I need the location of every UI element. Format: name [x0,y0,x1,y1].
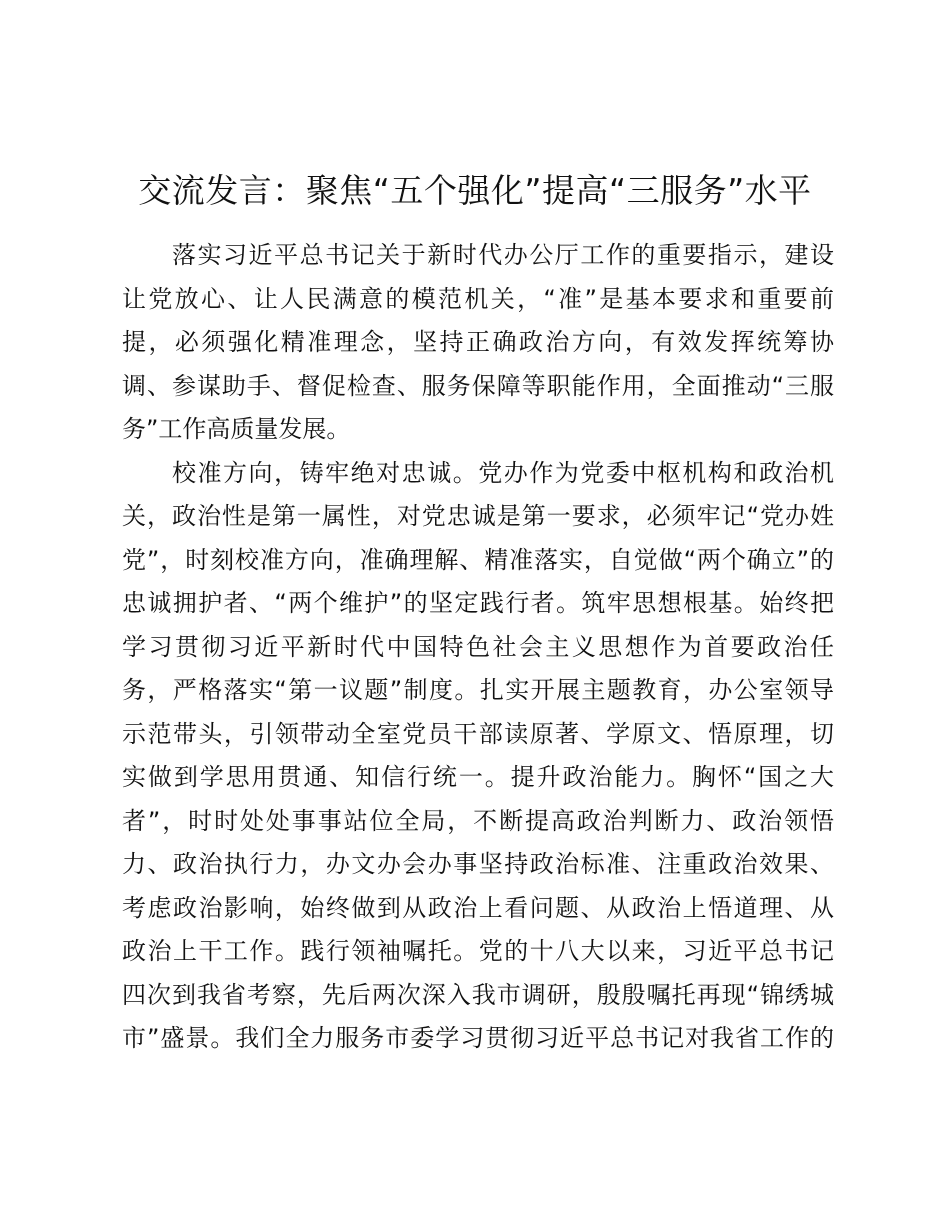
paragraph-2-line: 示范带头，引领带动全室党员干部读原著、学原文、悟原理，切 [122,719,834,748]
paragraph-2-line: 力、政治执行力，办文办会办事坚持政治标准、注重政治效果、 [122,850,834,878]
document-body [122,234,834,1061]
paragraph-2-line: 政治上干工作。践行领袖嘱托。党的十八大以来，习近平总书记 [122,937,834,965]
paragraph-2-line: 学习贯彻习近平新时代中国特色社会主义思想作为首要政治任 [122,632,834,661]
paragraph-2-line: 校准方向，铸牢绝对忠诚。党办作为党委中枢机构和政治机 [172,458,834,487]
paragraph-2-line: 关，政治性是第一属性，对党忠诚是第一要求，必须牢记“党办姓 [122,502,834,530]
paragraph-2-line: 者”，时时处处事事站位全局，不断提高政治判断力、政治领悟 [122,806,834,835]
paragraph-2-line: 考虑政治影响，始终做到从政治上看问题、从政治上悟道理、从 [122,893,834,922]
paragraph-2-line: 忠诚拥护者、“两个维护”的坚定践行者。筑牢思想根基。始终把 [122,589,834,617]
paragraph-2-line: 党”，时刻校准方向，准确理解、精准落实，自觉做“两个确立”的 [122,545,834,574]
paragraph-2-line: 四次到我省考察，先后两次深入我市调研，殷殷嘱托再现“锦绣城 [122,980,834,1009]
paragraph-1-line: 务”工作高质量发展。 [122,415,351,443]
paragraph-1-line: 提，必须强化精准理念，坚持正确政治方向，有效发挥统筹协 [122,328,834,356]
paragraph-1-line: 让党放心、让人民满意的模范机关，“准”是基本要求和重要前 [122,284,834,313]
paragraph-2-line: 市”盛景。我们全力服务市委学习贯彻习近平总书记对我省工作的 [122,1024,834,1052]
document-title: 交流发言：聚焦“五个强化”提高“三服务”水平 [138,171,812,210]
paragraph-2-line: 务，严格落实“第一议题”制度。扎实开展主题教育，办公室领导 [122,676,834,704]
paragraph-2-line: 实做到学思用贯通、知信行统一。提升政治能力。胸怀“国之大 [122,763,834,791]
paragraph-1-line: 调、参谋助手、督促检查、服务保障等职能作用，全面推动“三服 [122,371,834,400]
paragraph-1-line: 落实习近平总书记关于新时代办公厅工作的重要指示，建设 [172,241,834,269]
